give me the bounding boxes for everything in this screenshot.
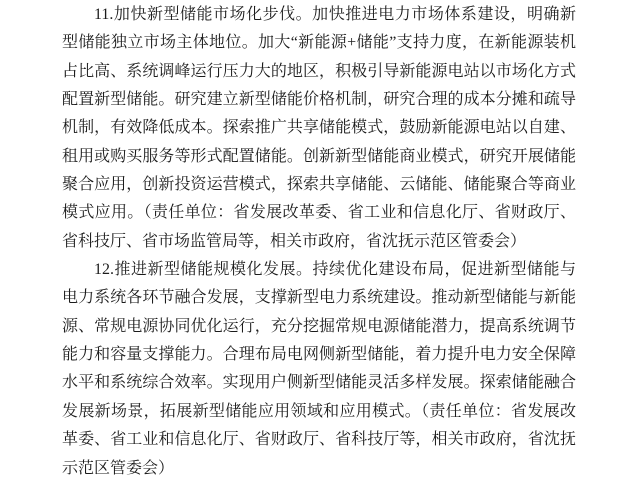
paragraph-item-12: 12.推进新型储能规模化发展。持续优化建设布局，促进新型储能与电力系统各环节融合发展，支撑新型电力系统建设。推动新型储能与新能源、常规电源协同优化运行，充分挖掘常规电源储能潜力，提高系统调节能力和容量支撑能力。合理布局电网侧新型储能，着力提升电力安全保障水平和系统综合效率。实现用户侧新型储能灵活多样发展。探索储能融合发展新场景，拓展新型储能应用领域和应用模式。（责任单位：省发展改革委、省工业和信息化厅、省财政厅、省科技厅等，相关市政府，省沈抚示范区管委会）	[62, 261, 576, 477]
paragraph-item-11: 11.加快新型储能市场化步伐。加快推进电力市场体系建设，明确新型储能独立市场主体地位。加大“新能源+储能”支持力度，在新能源装机占比高、系统调峰运行压力大的地区，积极引导新能源电站以市场化方式配置新型储能。研究建立新型储能价格机制，研究合理的成本分摊和疏导机制，有效降低成本。探索推广共享储能模式，鼓励新能源电站以自建、租用或购买服务等形式配置储能。创新新型储能商业模式，研究开展储能聚合应用，创新投资运营模式，探索共享储能、云储能、储能聚合等商业模式应用。（责任单位：省发展改革委、省工业和信息化厅、省财政厅、省科技厅、省市场监管局等，相关市政府，省沈抚示范区管委会）	[62, 6, 576, 250]
